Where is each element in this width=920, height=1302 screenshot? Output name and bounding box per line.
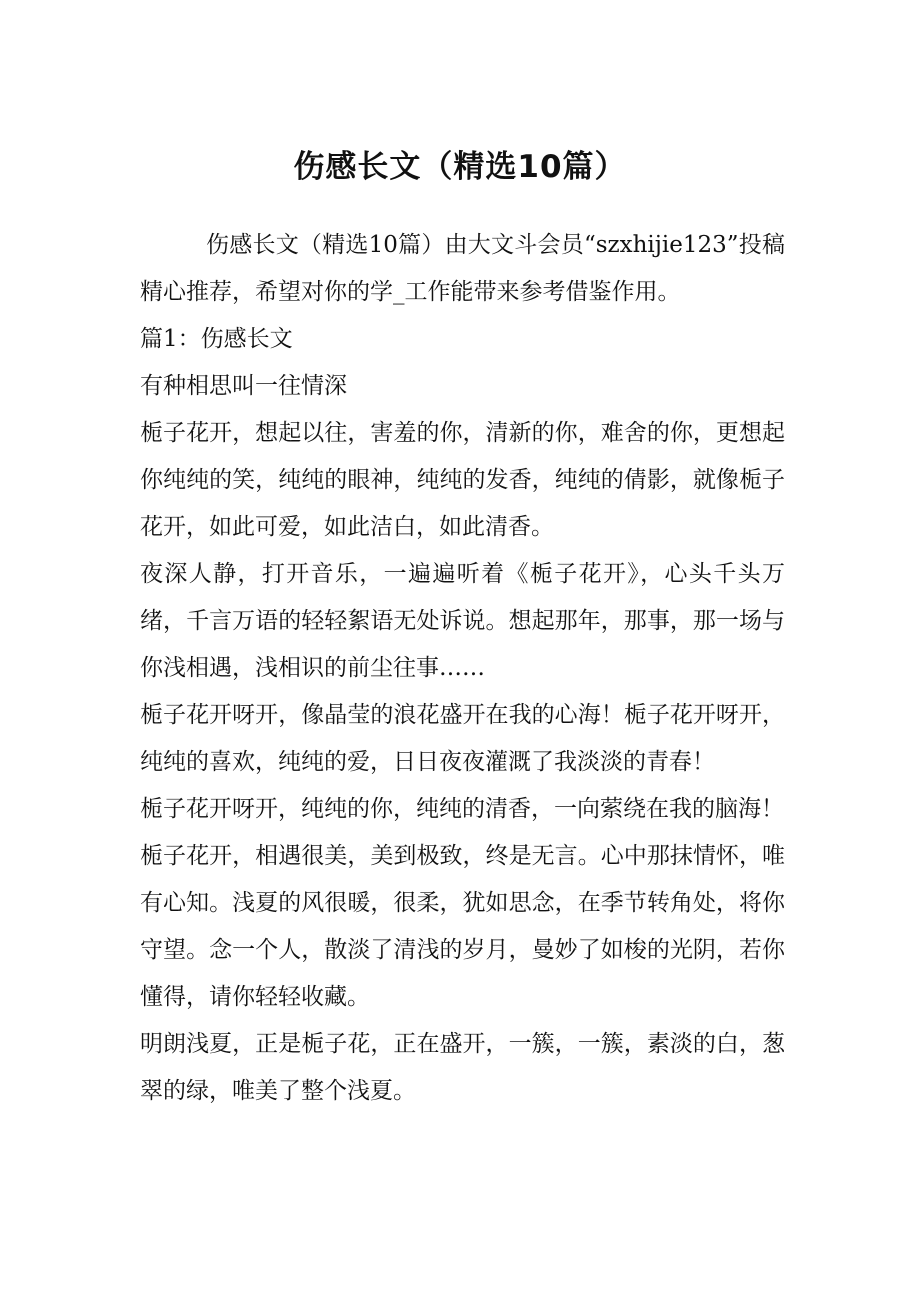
body-paragraph: 栀子花开呀开，像晶莹的浪花盛开在我的心海！栀子花开呀开，纯纯的喜欢，纯纯的爱，日日夜夜灌溉了我淡淡的青春！	[140, 702, 785, 775]
article-subtitle: 有种相思叫一往情深	[140, 373, 347, 399]
body-paragraph: 夜深人静，打开音乐，一遍遍听着《栀子花开》，心头千头万绪，千言万语的轻轻絮语无处诉说。想起那年，那事，那一场与你浅相遇，浅相识的前尘往事……	[140, 561, 785, 681]
document-body	[140, 222, 785, 1115]
document-title: 伤感长文（精选10篇）	[293, 149, 627, 185]
body-paragraph: 栀子花开，想起以往，害羞的你，清新的你，难舍的你，更想起你纯纯的笑，纯纯的眼神，纯纯的发香，纯纯的倩影，就像栀子花开，如此可爱，如此洁白，如此清香。	[140, 420, 785, 540]
body-paragraph: 明朗浅夏，正是栀子花，正在盛开，一簇，一簇，素淡的白，葱翠的绿，唯美了整个浅夏。	[140, 1031, 785, 1104]
body-paragraph: 栀子花开，相遇很美，美到极致，终是无言。心中那抹情怀，唯有心知。浅夏的风很暖，很柔，犹如思念，在季节转角处，将你守望。念一个人，散淡了清浅的岁月，曼妙了如梭的光阴，若你懂得，请你轻轻收藏。	[140, 843, 785, 1010]
intro-paragraph: 伤感长文（精选10篇）由大文斗会员“szxhijie123”投稿精心推荐，希望对你的学_工作能带来参考借鉴作用。	[140, 232, 785, 305]
body-paragraph: 栀子花开呀开，纯纯的你，纯纯的清香，一向萦绕在我的脑海！	[140, 796, 784, 822]
section-heading: 篇1：伤感长文	[140, 326, 293, 352]
